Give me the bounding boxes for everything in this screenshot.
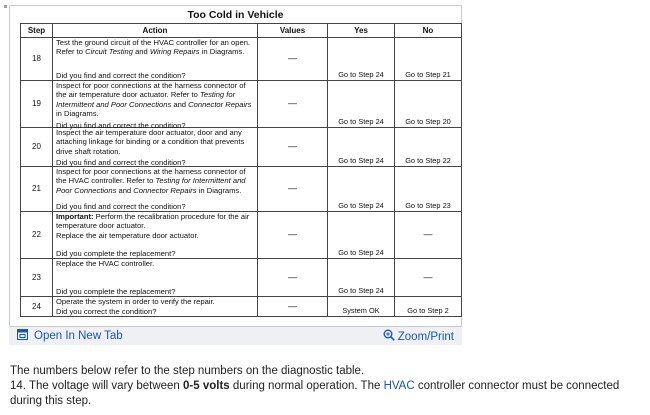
action-question: Did you find and correct the condition? [56, 120, 186, 130]
table-row [21, 297, 462, 317]
open-new-tab-icon [17, 329, 28, 343]
action-text: Inspect the air temperature door actuator, door and any attaching linkage for binding or a condition that prevents drive shaft rotation. [56, 128, 245, 156]
no-cell: Go to Step 21 [395, 38, 462, 81]
header-action: Action [53, 24, 258, 38]
zoom-print-link[interactable] [383, 329, 454, 344]
diagnostic-table-frame [9, 5, 462, 345]
no-cell: — [395, 212, 462, 259]
table-row [21, 38, 462, 81]
action-question: Did you complete the replacement? [56, 286, 176, 296]
value-cell: — [258, 38, 328, 81]
action-cell [53, 167, 258, 212]
no-cell: — [395, 259, 462, 297]
step-number: 19 [21, 81, 53, 128]
note-step-14: 14. The voltage will vary between 0-5 volts during normal operation. The HVAC controller connector must be connected during this step. [10, 380, 620, 407]
table-row [21, 167, 462, 212]
image-toolbar [9, 326, 462, 345]
action-question: Did you find and correct the condition? [56, 70, 186, 80]
action-cell [53, 38, 258, 81]
hvac-link[interactable]: HVAC [383, 380, 415, 392]
step-number: 24 [21, 297, 53, 317]
action-text: Inspect for poor connections at the harness connector of the air temperature door actuator. Refer to Testing for Intermittent and Poor Connections and Connector Repairs in Diagrams. [56, 81, 252, 119]
corner-marker [4, 5, 7, 8]
action-question: Did you find and correct the condition? [56, 201, 186, 211]
header-values: Values [258, 24, 328, 38]
yes-cell: Go to Step 24 [328, 212, 395, 259]
action-text: Operate the system in order to verify the repair. [56, 297, 215, 306]
no-cell: Go to Step 20 [395, 81, 462, 128]
action-question: Did you complete the replacement? [56, 248, 176, 258]
yes-cell: Go to Step 24 [328, 128, 395, 167]
table-header-row [21, 24, 462, 38]
open-in-new-tab-label: Open In New Tab [34, 330, 123, 342]
action-text: Replace the HVAC controller. [56, 259, 155, 268]
diagnostic-table [20, 23, 462, 317]
no-cell: Go to Step 22 [395, 128, 462, 167]
action-text-2: Replace the air temperature door actuator. [56, 230, 199, 240]
yes-cell: System OK [328, 297, 395, 317]
header-no: No [395, 24, 462, 38]
no-cell: Go to Step 2 [395, 297, 462, 317]
step-number: 20 [21, 128, 53, 167]
step-number: 23 [21, 259, 53, 297]
action-text: Important: Perform the recalibration procedure for the air temperature door actuator. [56, 212, 250, 231]
no-cell: Go to Step 23 [395, 167, 462, 212]
header-step: Step [21, 24, 53, 38]
action-cell [53, 128, 258, 167]
value-cell: — [258, 167, 328, 212]
value-cell: — [258, 297, 328, 317]
value-cell: — [258, 128, 328, 167]
action-text: Inspect for poor connections at the harness connector of the HVAC controller. Refer to Testing for Intermittent and Poor Connections and Connector Repairs in Diagrams. [56, 167, 246, 195]
important-label: Important: [56, 212, 94, 221]
table-row [21, 212, 462, 259]
action-text: Test the ground circuit of the HVAC controller for an open. Refer to Circuit Testing and Wiring Repairs in Diagrams. [56, 38, 251, 57]
voltage-range: 0-5 volts [183, 380, 230, 392]
yes-cell: Go to Step 24 [328, 259, 395, 297]
action-question: Did you correct the condition? [56, 306, 157, 316]
notes-intro: The numbers below refer to the step numbers on the diagnostic table. [10, 365, 365, 377]
table-row [21, 128, 462, 167]
yes-cell: Go to Step 24 [328, 38, 395, 81]
value-cell: — [258, 81, 328, 128]
action-question: Did you find and correct the condition? [56, 158, 186, 168]
zoom-print-label: Zoom/Print [397, 330, 454, 343]
step-number: 18 [21, 38, 53, 81]
table-row [21, 81, 462, 128]
yes-cell: Go to Step 24 [328, 167, 395, 212]
action-cell [53, 297, 258, 317]
header-yes: Yes [328, 24, 395, 38]
action-cell [53, 81, 258, 128]
step-number: 22 [21, 212, 53, 259]
action-cell [53, 212, 258, 259]
zoom-magnifier-icon [383, 329, 395, 344]
step-number: 21 [21, 167, 53, 212]
action-cell [53, 259, 258, 297]
table-title: Too Cold in Vehicle [187, 9, 284, 21]
yes-cell: Go to Step 24 [328, 81, 395, 128]
value-cell: — [258, 212, 328, 259]
table-row [21, 259, 462, 297]
notes-section [10, 364, 646, 409]
open-in-new-tab-link[interactable] [17, 329, 123, 343]
value-cell: — [258, 259, 328, 297]
